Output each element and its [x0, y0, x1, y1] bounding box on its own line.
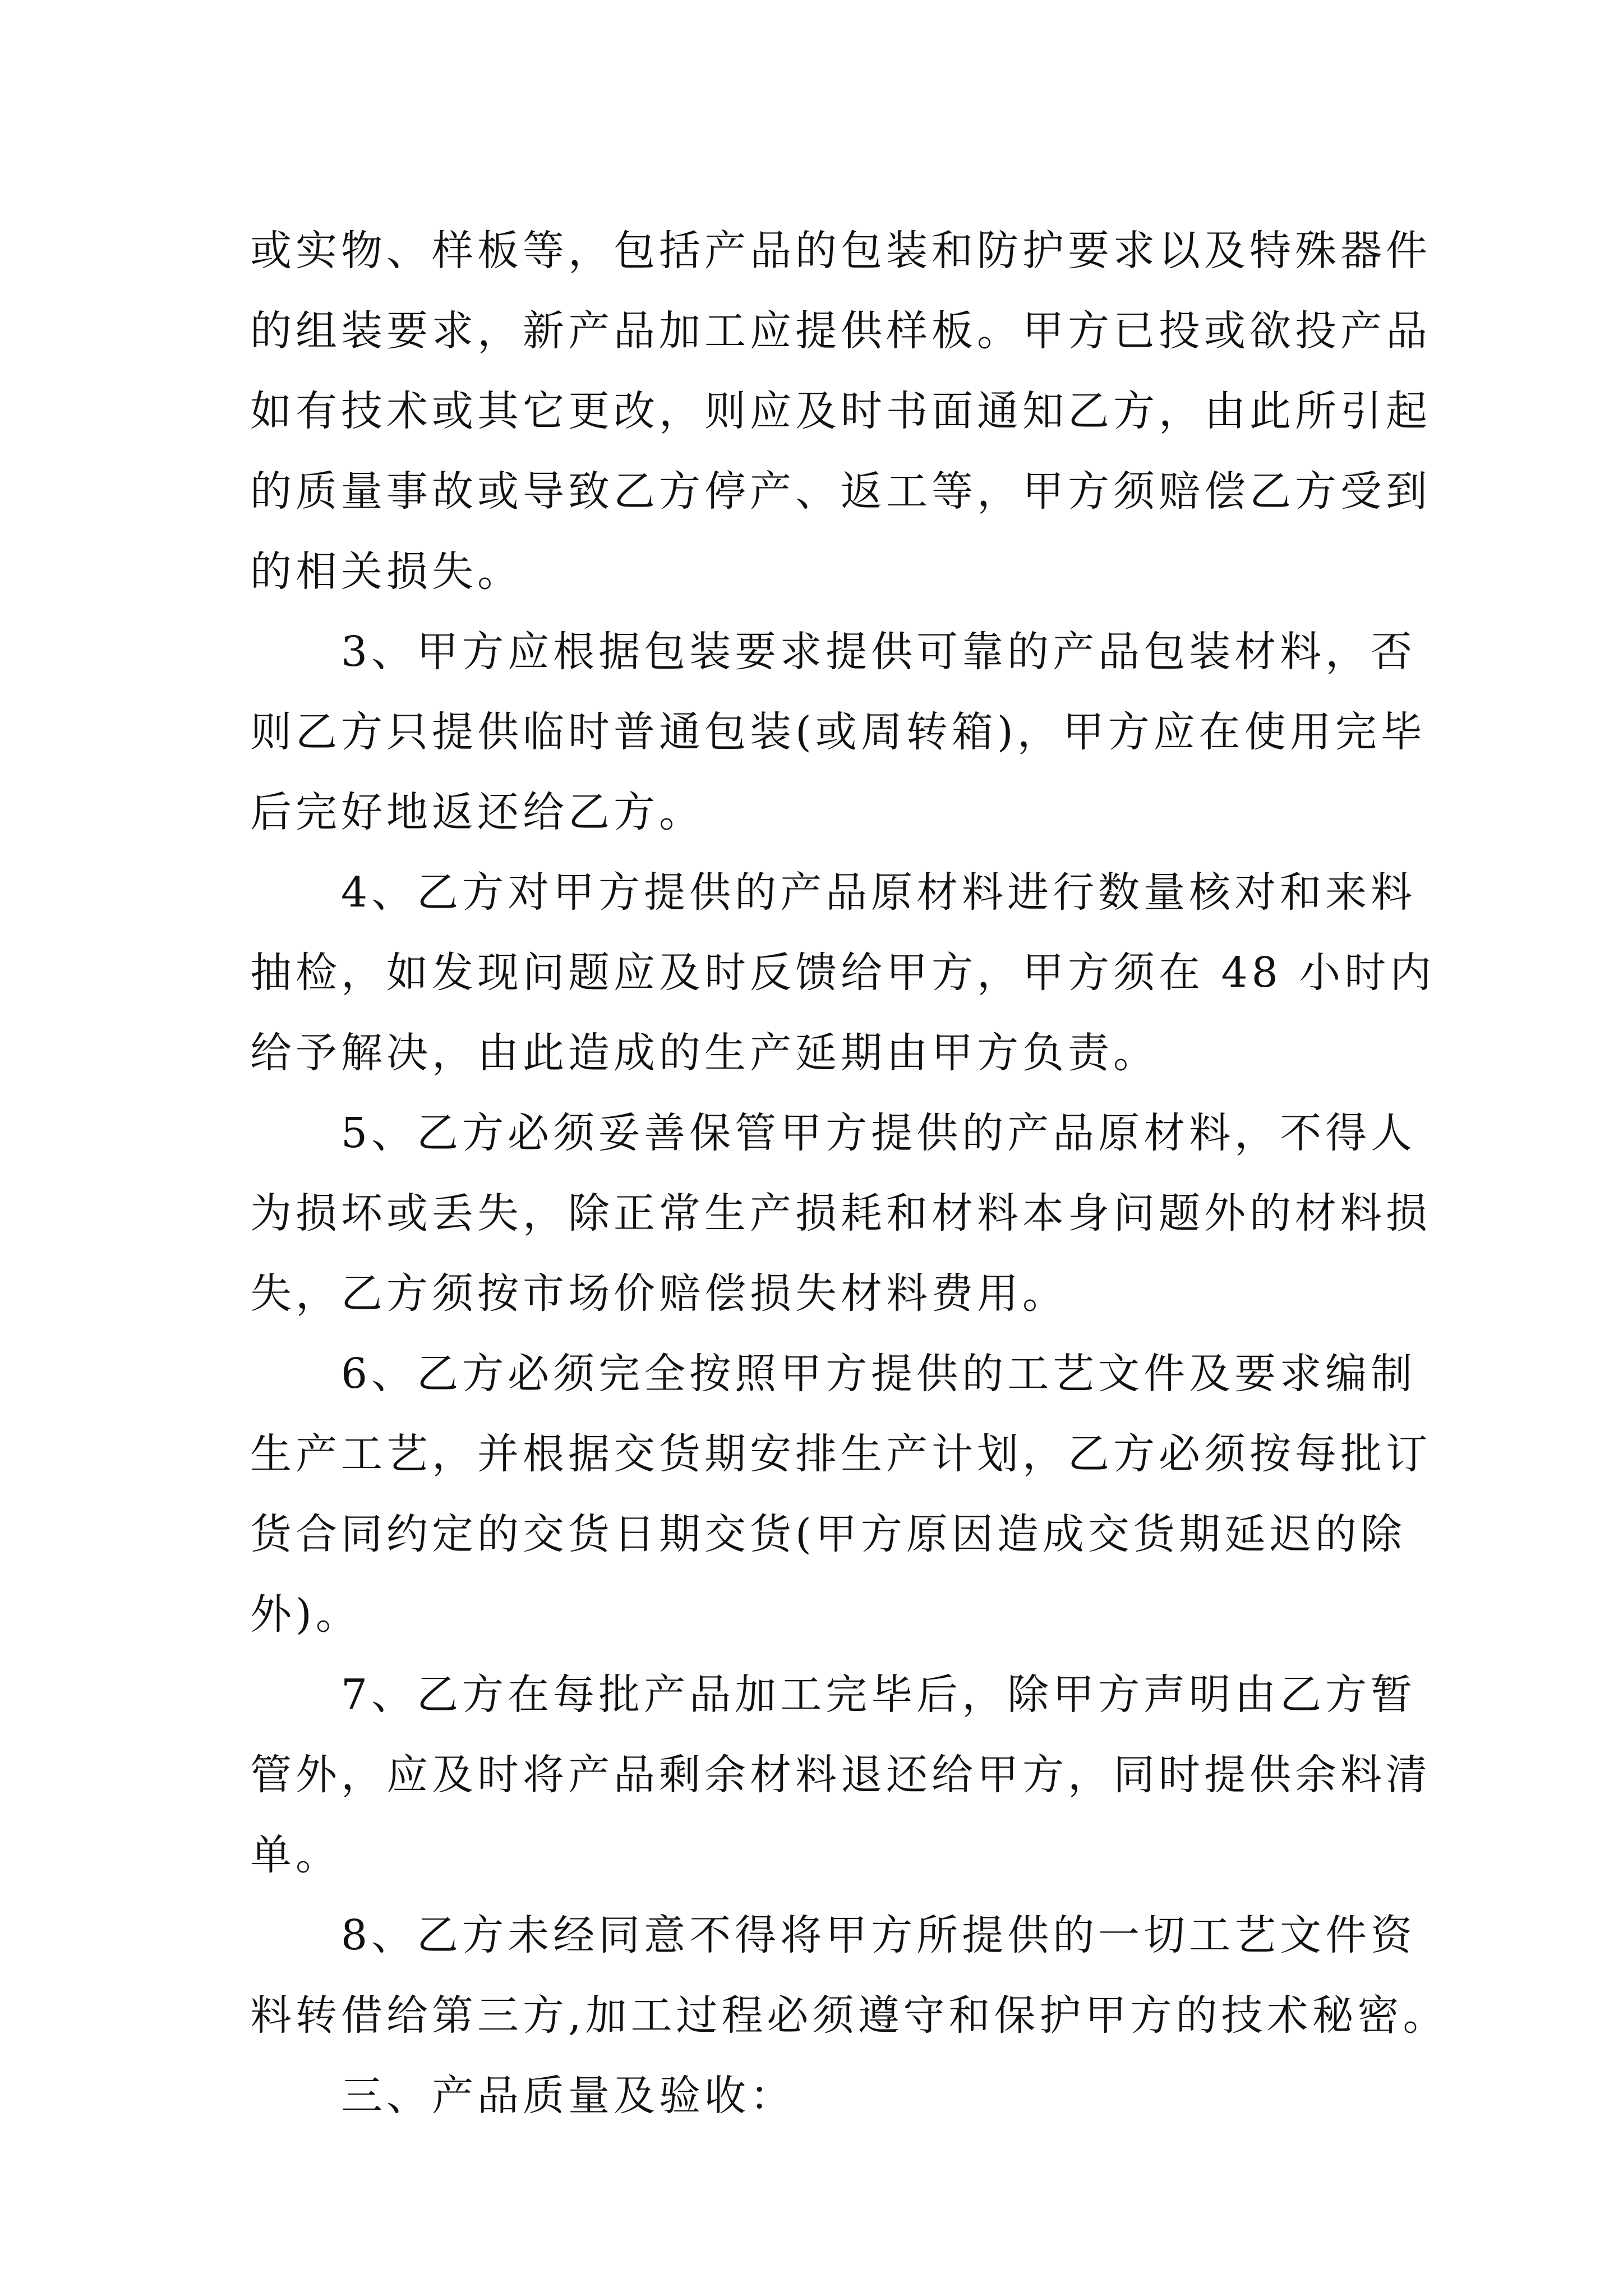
text-line: 货合同约定的交货日期交货(甲方原因造成交货期延迟的除 [250, 1510, 1406, 1558]
text-line: 或实物、样板等，包括产品的包装和防护要求以及特殊器件 [250, 227, 1431, 275]
text-line: 抽检，如发现问题应及时反馈给甲方，甲方须在 48 小时内 [250, 949, 1436, 997]
document-body [250, 211, 1449, 2136]
text-line: 7、乙方在每批产品加工完毕后，除甲方声明由乙方暂 [341, 1671, 1417, 1719]
clause-3 [250, 612, 1426, 853]
text-line: 的质量事故或导致乙方停产、返工等，甲方须赔偿乙方受到 [250, 467, 1431, 516]
text-line: 单。 [250, 1831, 341, 1879]
text-line: 8、乙方未经同意不得将甲方所提供的一切工艺文件资 [341, 1911, 1417, 1959]
text-line: 3、甲方应根据包装要求提供可靠的产品包装材料，否 [341, 628, 1417, 676]
text-line: 5、乙方必须妥善保管甲方提供的产品原材料，不得人 [341, 1109, 1417, 1157]
text-line: 6、乙方必须完全按照甲方提供的工艺文件及要求编制 [341, 1350, 1417, 1398]
clause-7 [250, 1655, 1431, 1895]
heading-line: 三、产品质量及验收： [341, 2072, 795, 2120]
text-line: 的组装要求，新产品加工应提供样板。甲方已投或欲投产品 [250, 307, 1431, 355]
clause-4 [250, 853, 1436, 1093]
text-line: 后完好地返还给乙方。 [250, 788, 704, 836]
text-line: 失，乙方须按市场价赔偿损失材料费用。 [250, 1269, 1068, 1318]
text-line: 为损坏或丢失，除正常生产损耗和材料本身问题外的材料损 [250, 1189, 1431, 1237]
text-line: 管外，应及时将产品剩余材料退还给甲方，同时提供余料清 [250, 1751, 1431, 1799]
paragraph-continuation [250, 211, 1431, 612]
clause-5 [250, 1093, 1431, 1334]
text-line: 4、乙方对甲方提供的产品原材料进行数量核对和来料 [341, 868, 1417, 917]
text-line: 生产工艺，并根据交货期安排生产计划，乙方必须按每批订 [250, 1430, 1431, 1478]
section-heading-quality [250, 2056, 1377, 2136]
clause-6 [250, 1334, 1431, 1655]
clause-8 [250, 1895, 1449, 2056]
text-line: 外)。 [250, 1590, 361, 1639]
text-line: 的相关损失。 [250, 547, 523, 596]
text-line: 料转借给第三方,加工过程必须遵守和保护甲方的技术秘密。 [250, 1991, 1449, 2040]
text-line: 则乙方只提供临时普通包装(或周转箱)，甲方应在使用完毕 [250, 708, 1426, 756]
text-line: 如有技术或其它更改，则应及时书面通知乙方，由此所引起 [250, 387, 1431, 435]
text-line: 给予解决，由此造成的生产延期由甲方负责。 [250, 1029, 1159, 1077]
